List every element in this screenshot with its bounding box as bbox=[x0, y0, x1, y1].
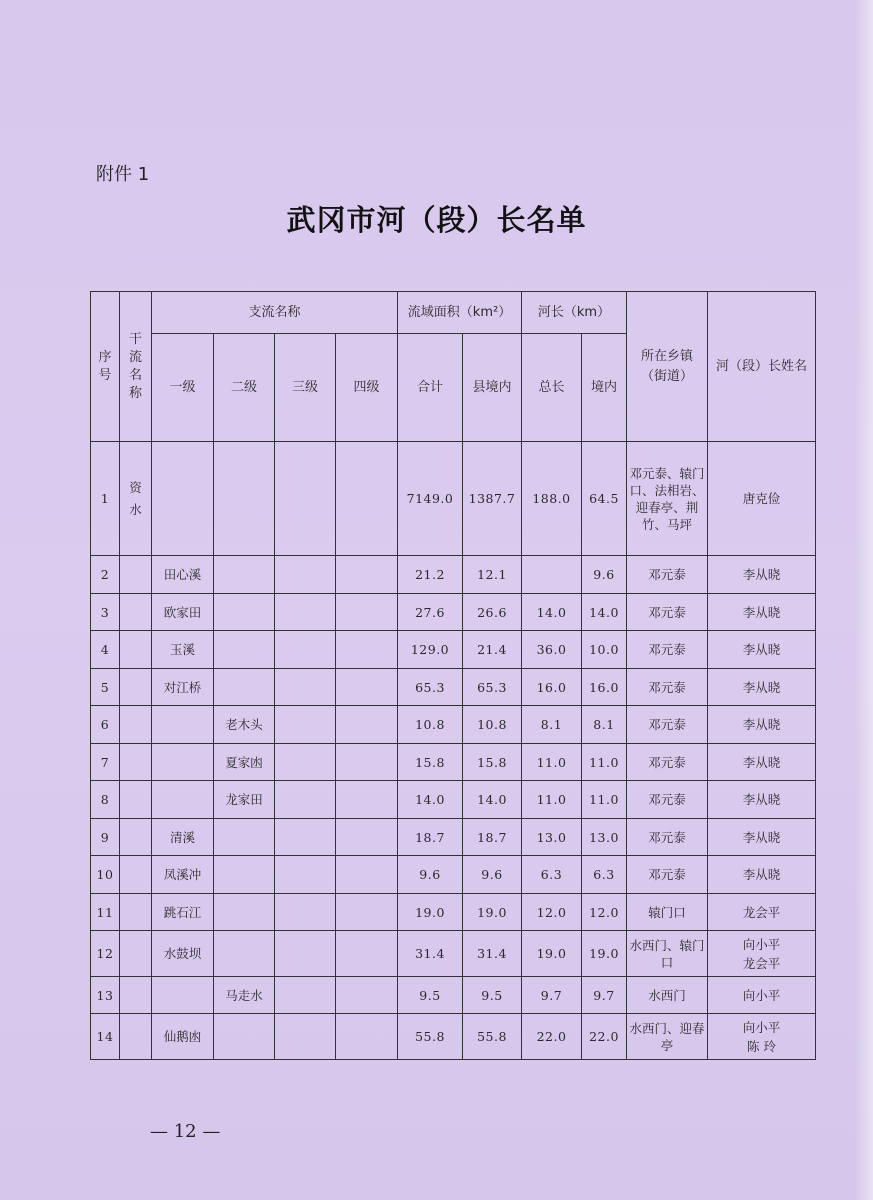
tributary-level4-cell bbox=[336, 819, 398, 856]
chief-name-cell: 李从晓 bbox=[708, 706, 816, 744]
main-stream-cell bbox=[120, 1014, 152, 1060]
tributary-level1-cell bbox=[152, 706, 214, 744]
tributary-level2-cell bbox=[214, 856, 275, 894]
area-total-cell: 65.3 bbox=[398, 669, 463, 706]
table-row bbox=[91, 856, 816, 894]
tributary-level4-cell bbox=[336, 706, 398, 744]
length-in-cell: 11.0 bbox=[582, 781, 627, 819]
township-cell: 邓元泰 bbox=[627, 669, 708, 706]
tributary-level2-cell: 马走水 bbox=[214, 977, 275, 1014]
main-stream-cell bbox=[120, 931, 152, 977]
township-cell: 邓元泰 bbox=[627, 819, 708, 856]
area-total-cell: 9.5 bbox=[398, 977, 463, 1014]
tributary-level2-cell: 老木头 bbox=[214, 706, 275, 744]
length-in-cell: 10.0 bbox=[582, 631, 627, 669]
tributary-level3-cell bbox=[275, 706, 336, 744]
seq-cell: 9 bbox=[91, 819, 120, 856]
township-cell: 邓元泰 bbox=[627, 631, 708, 669]
page-number: — 12 — bbox=[150, 1121, 221, 1142]
chief-name-cell: 李从晓 bbox=[708, 781, 816, 819]
area-total-cell: 10.8 bbox=[398, 706, 463, 744]
table-row bbox=[91, 931, 816, 977]
area-total-cell: 21.2 bbox=[398, 556, 463, 594]
tributary-level1-cell bbox=[152, 442, 214, 556]
chief-name-cell: 李从晓 bbox=[708, 744, 816, 781]
tributary-level4-cell bbox=[336, 781, 398, 819]
tributary-level1-cell: 清溪 bbox=[152, 819, 214, 856]
table-row bbox=[91, 1014, 816, 1060]
header-level1: 一级 bbox=[152, 334, 214, 442]
tributary-level4-cell bbox=[336, 669, 398, 706]
header-length-in: 境内 bbox=[582, 334, 627, 442]
tributary-level2-cell bbox=[214, 631, 275, 669]
length-total-cell: 11.0 bbox=[522, 744, 582, 781]
township-cell: 邓元泰 bbox=[627, 856, 708, 894]
area-county-cell: 10.8 bbox=[463, 706, 522, 744]
length-total-cell: 19.0 bbox=[522, 931, 582, 977]
tributary-level1-cell bbox=[152, 744, 214, 781]
header-tributary-group: 支流名称 bbox=[152, 292, 398, 334]
seq-cell: 14 bbox=[91, 1014, 120, 1060]
tributary-level2-cell: 龙家田 bbox=[214, 781, 275, 819]
tributary-level4-cell bbox=[336, 977, 398, 1014]
length-in-cell: 11.0 bbox=[582, 744, 627, 781]
length-total-cell: 8.1 bbox=[522, 706, 582, 744]
header-township: 所在乡镇（街道） bbox=[627, 292, 708, 442]
tributary-level2-cell bbox=[214, 594, 275, 631]
tributary-level4-cell bbox=[336, 631, 398, 669]
area-county-cell: 9.6 bbox=[463, 856, 522, 894]
table-row bbox=[91, 744, 816, 781]
area-total-cell: 7149.0 bbox=[398, 442, 463, 556]
length-total-cell: 188.0 bbox=[522, 442, 582, 556]
header-main-stream: 干流名称 bbox=[120, 292, 152, 442]
tributary-level2-cell bbox=[214, 819, 275, 856]
tributary-level4-cell bbox=[336, 594, 398, 631]
tributary-level3-cell bbox=[275, 669, 336, 706]
attachment-label: 附件 1 bbox=[96, 164, 150, 185]
main-stream-cell bbox=[120, 631, 152, 669]
chief-name-cell: 李从晓 bbox=[708, 556, 816, 594]
main-stream-cell bbox=[120, 894, 152, 931]
chief-name-cell: 向小平 陈 玲 bbox=[708, 1014, 816, 1060]
length-total-cell: 14.0 bbox=[522, 594, 582, 631]
seq-cell: 7 bbox=[91, 744, 120, 781]
tributary-level1-cell: 欧家田 bbox=[152, 594, 214, 631]
area-total-cell: 15.8 bbox=[398, 744, 463, 781]
main-stream-cell bbox=[120, 819, 152, 856]
length-total-cell: 11.0 bbox=[522, 781, 582, 819]
area-county-cell: 15.8 bbox=[463, 744, 522, 781]
tributary-level1-cell: 跳石江 bbox=[152, 894, 214, 931]
header-chief-name: 河（段）长姓名 bbox=[708, 292, 816, 442]
main-stream-cell bbox=[120, 977, 152, 1014]
main-stream-cell bbox=[120, 669, 152, 706]
header-level3: 三级 bbox=[275, 334, 336, 442]
tributary-level2-cell bbox=[214, 1014, 275, 1060]
tributary-level1-cell: 对江桥 bbox=[152, 669, 214, 706]
seq-cell: 13 bbox=[91, 977, 120, 1014]
tributary-level2-cell bbox=[214, 894, 275, 931]
table-row bbox=[91, 781, 816, 819]
header-area-total: 合计 bbox=[398, 334, 463, 442]
table-row bbox=[91, 819, 816, 856]
header-length-total: 总长 bbox=[522, 334, 582, 442]
length-in-cell: 19.0 bbox=[582, 931, 627, 977]
area-total-cell: 27.6 bbox=[398, 594, 463, 631]
length-total-cell: 16.0 bbox=[522, 669, 582, 706]
seq-cell: 5 bbox=[91, 669, 120, 706]
seq-cell: 3 bbox=[91, 594, 120, 631]
chief-name-cell: 向小平 龙会平 bbox=[708, 931, 816, 977]
tributary-level3-cell bbox=[275, 744, 336, 781]
tributary-level4-cell bbox=[336, 442, 398, 556]
township-cell: 邓元泰 bbox=[627, 744, 708, 781]
river-chief-table bbox=[90, 291, 816, 1060]
chief-name-cell: 李从晓 bbox=[708, 819, 816, 856]
chief-name-cell: 唐克俭 bbox=[708, 442, 816, 556]
tributary-level1-cell bbox=[152, 977, 214, 1014]
tributary-level3-cell bbox=[275, 977, 336, 1014]
chief-name-cell: 李从晓 bbox=[708, 669, 816, 706]
township-cell: 辕门口 bbox=[627, 894, 708, 931]
tributary-level4-cell bbox=[336, 1014, 398, 1060]
chief-name-cell: 李从晓 bbox=[708, 856, 816, 894]
header-seq: 序号 bbox=[91, 292, 120, 442]
tributary-level4-cell bbox=[336, 744, 398, 781]
length-total-cell: 36.0 bbox=[522, 631, 582, 669]
document-title: 武冈市河（段）长名单 bbox=[286, 203, 587, 237]
township-cell: 水西门、辕门口 bbox=[627, 931, 708, 977]
table-row bbox=[91, 594, 816, 631]
tributary-level2-cell: 夏家凼 bbox=[214, 744, 275, 781]
tributary-level3-cell bbox=[275, 442, 336, 556]
length-in-cell: 14.0 bbox=[582, 594, 627, 631]
seq-cell: 11 bbox=[91, 894, 120, 931]
table-row bbox=[91, 706, 816, 744]
chief-name-cell: 李从晓 bbox=[708, 594, 816, 631]
length-total-cell: 12.0 bbox=[522, 894, 582, 931]
tributary-level3-cell bbox=[275, 631, 336, 669]
length-in-cell: 9.6 bbox=[582, 556, 627, 594]
township-cell: 水西门 bbox=[627, 977, 708, 1014]
main-stream-cell bbox=[120, 556, 152, 594]
area-total-cell: 18.7 bbox=[398, 819, 463, 856]
area-county-cell: 21.4 bbox=[463, 631, 522, 669]
chief-name-cell: 李从晓 bbox=[708, 631, 816, 669]
seq-cell: 6 bbox=[91, 706, 120, 744]
area-county-cell: 19.0 bbox=[463, 894, 522, 931]
township-cell: 水西门、迎春亭 bbox=[627, 1014, 708, 1060]
table-row bbox=[91, 977, 816, 1014]
length-total-cell bbox=[522, 556, 582, 594]
area-total-cell: 9.6 bbox=[398, 856, 463, 894]
seq-cell: 4 bbox=[91, 631, 120, 669]
table-row bbox=[91, 442, 816, 556]
tributary-level2-cell bbox=[214, 556, 275, 594]
tributary-level1-cell bbox=[152, 781, 214, 819]
length-in-cell: 13.0 bbox=[582, 819, 627, 856]
area-county-cell: 12.1 bbox=[463, 556, 522, 594]
tributary-level2-cell bbox=[214, 442, 275, 556]
table-row bbox=[91, 631, 816, 669]
header-row-1 bbox=[91, 292, 816, 334]
table-row bbox=[91, 556, 816, 594]
main-stream-cell bbox=[120, 856, 152, 894]
area-total-cell: 55.8 bbox=[398, 1014, 463, 1060]
main-stream-cell bbox=[120, 781, 152, 819]
seq-cell: 10 bbox=[91, 856, 120, 894]
length-total-cell: 6.3 bbox=[522, 856, 582, 894]
seq-cell: 1 bbox=[91, 442, 120, 556]
main-stream-cell bbox=[120, 594, 152, 631]
main-stream-cell: 资水 bbox=[120, 442, 152, 556]
page-edge bbox=[855, 0, 873, 1200]
tributary-level4-cell bbox=[336, 931, 398, 977]
main-stream-cell bbox=[120, 744, 152, 781]
area-county-cell: 65.3 bbox=[463, 669, 522, 706]
length-in-cell: 8.1 bbox=[582, 706, 627, 744]
area-county-cell: 18.7 bbox=[463, 819, 522, 856]
area-total-cell: 14.0 bbox=[398, 781, 463, 819]
area-county-cell: 14.0 bbox=[463, 781, 522, 819]
table-row bbox=[91, 894, 816, 931]
township-cell: 邓元泰 bbox=[627, 556, 708, 594]
tributary-level3-cell bbox=[275, 781, 336, 819]
seq-cell: 8 bbox=[91, 781, 120, 819]
tributary-level3-cell bbox=[275, 556, 336, 594]
township-cell: 邓元泰 bbox=[627, 594, 708, 631]
table-row bbox=[91, 669, 816, 706]
header-basin-area: 流域面积（km²） bbox=[398, 292, 522, 334]
tributary-level1-cell: 玉溪 bbox=[152, 631, 214, 669]
header-area-county: 县境内 bbox=[463, 334, 522, 442]
township-cell: 邓元泰 bbox=[627, 781, 708, 819]
length-total-cell: 22.0 bbox=[522, 1014, 582, 1060]
tributary-level3-cell bbox=[275, 894, 336, 931]
area-total-cell: 31.4 bbox=[398, 931, 463, 977]
tributary-level3-cell bbox=[275, 1014, 336, 1060]
tributary-level1-cell: 田心溪 bbox=[152, 556, 214, 594]
tributary-level3-cell bbox=[275, 594, 336, 631]
length-in-cell: 22.0 bbox=[582, 1014, 627, 1060]
length-in-cell: 6.3 bbox=[582, 856, 627, 894]
tributary-level4-cell bbox=[336, 556, 398, 594]
header-level2: 二级 bbox=[214, 334, 275, 442]
chief-name-cell: 龙会平 bbox=[708, 894, 816, 931]
seq-cell: 12 bbox=[91, 931, 120, 977]
main-stream-cell bbox=[120, 706, 152, 744]
township-cell: 邓元泰 bbox=[627, 706, 708, 744]
area-county-cell: 31.4 bbox=[463, 931, 522, 977]
township-cell: 邓元泰、辕门口、法相岩、迎春亭、荆竹、马坪 bbox=[627, 442, 708, 556]
length-total-cell: 13.0 bbox=[522, 819, 582, 856]
tributary-level4-cell bbox=[336, 894, 398, 931]
tributary-level3-cell bbox=[275, 819, 336, 856]
tributary-level1-cell: 凤溪冲 bbox=[152, 856, 214, 894]
chief-name-cell: 向小平 bbox=[708, 977, 816, 1014]
header-river-length: 河长（km） bbox=[522, 292, 627, 334]
tributary-level1-cell: 水鼓坝 bbox=[152, 931, 214, 977]
tributary-level3-cell bbox=[275, 931, 336, 977]
length-in-cell: 16.0 bbox=[582, 669, 627, 706]
tributary-level2-cell bbox=[214, 669, 275, 706]
seq-cell: 2 bbox=[91, 556, 120, 594]
header-level4: 四级 bbox=[336, 334, 398, 442]
length-in-cell: 12.0 bbox=[582, 894, 627, 931]
area-county-cell: 1387.7 bbox=[463, 442, 522, 556]
length-in-cell: 64.5 bbox=[582, 442, 627, 556]
length-in-cell: 9.7 bbox=[582, 977, 627, 1014]
area-county-cell: 9.5 bbox=[463, 977, 522, 1014]
area-county-cell: 26.6 bbox=[463, 594, 522, 631]
area-county-cell: 55.8 bbox=[463, 1014, 522, 1060]
tributary-level1-cell: 仙鹅凼 bbox=[152, 1014, 214, 1060]
tributary-level4-cell bbox=[336, 856, 398, 894]
tributary-level3-cell bbox=[275, 856, 336, 894]
area-total-cell: 129.0 bbox=[398, 631, 463, 669]
area-total-cell: 19.0 bbox=[398, 894, 463, 931]
tributary-level2-cell bbox=[214, 931, 275, 977]
length-total-cell: 9.7 bbox=[522, 977, 582, 1014]
